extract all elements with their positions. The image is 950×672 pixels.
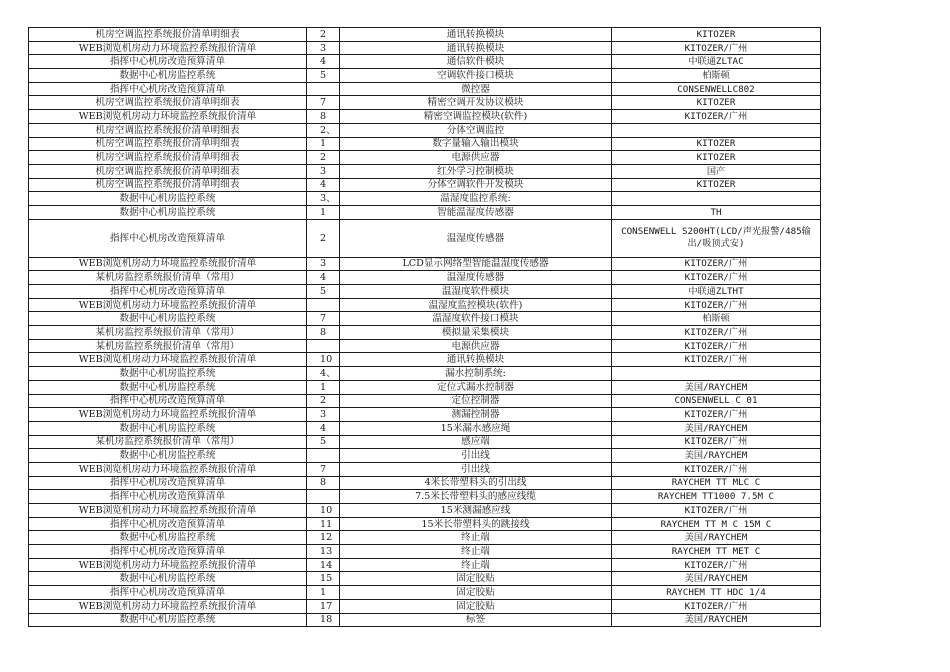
- table-row: [29, 613, 821, 627]
- brand-model-cell[interactable]: KITOZER/广州: [612, 599, 821, 613]
- table-row: [29, 271, 821, 285]
- item-name-cell[interactable]: 通讯转换模块: [340, 353, 612, 367]
- item-name-cell[interactable]: 精密空调监控模块(软件): [340, 110, 612, 124]
- brand-model-cell[interactable]: KITOZER/广州: [612, 326, 821, 340]
- item-number-cell[interactable]: 1: [307, 380, 340, 394]
- brand-model-cell[interactable]: 国产: [612, 164, 821, 178]
- table-row: [29, 476, 821, 490]
- table-row: [29, 151, 821, 165]
- brand-model-cell[interactable]: KITOZER/广州: [612, 41, 821, 55]
- item-number-cell[interactable]: [307, 490, 340, 504]
- table-row: [29, 298, 821, 312]
- table-row: [29, 178, 821, 192]
- brand-model-cell[interactable]: 柏斯顿: [612, 312, 821, 326]
- item-number-cell[interactable]: 5: [307, 285, 340, 299]
- source-list-cell[interactable]: 数据中心机房监控系统: [29, 192, 307, 206]
- item-number-cell[interactable]: [307, 82, 340, 96]
- item-number-cell[interactable]: [307, 449, 340, 463]
- brand-model-cell[interactable]: CONSENWELL S200HT(LCD/声光报警/485输出/吸顶式安): [612, 219, 821, 257]
- item-name-cell[interactable]: 终止端: [340, 531, 612, 545]
- source-list-cell[interactable]: 数据中心机房监控系统: [29, 312, 307, 326]
- source-list-cell[interactable]: WEB浏览机房动力环境监控系统报价清单: [29, 408, 307, 422]
- brand-model-cell[interactable]: KITOZER/广州: [612, 408, 821, 422]
- item-number-cell[interactable]: [307, 298, 340, 312]
- item-name-cell[interactable]: 感应端: [340, 435, 612, 449]
- item-number-cell[interactable]: 8: [307, 110, 340, 124]
- source-list-cell[interactable]: 数据中心机房监控系统: [29, 421, 307, 435]
- table-row: [29, 558, 821, 572]
- source-list-cell[interactable]: 机房空调监控系统报价清单明细表: [29, 123, 307, 137]
- item-number-cell[interactable]: 5: [307, 435, 340, 449]
- brand-model-cell[interactable]: RAYCHEM TT1000 7.5M C: [612, 490, 821, 504]
- table-row: [29, 545, 821, 559]
- item-number-cell[interactable]: [307, 339, 340, 353]
- item-name-cell[interactable]: 15米长带塑料头的跳接线: [340, 517, 612, 531]
- source-list-cell[interactable]: 指挥中心机房改造预算清单: [29, 82, 307, 96]
- item-name-cell[interactable]: LCD显示网络型智能温湿度传感器: [340, 257, 612, 271]
- item-name-cell[interactable]: 固定胶贴: [340, 572, 612, 586]
- brand-model-cell[interactable]: 柏斯顿: [612, 69, 821, 83]
- item-name-cell[interactable]: 7.5米长带塑料头的感应线缆: [340, 490, 612, 504]
- item-number-cell[interactable]: 8: [307, 476, 340, 490]
- table-row: [29, 82, 821, 96]
- item-number-cell[interactable]: 2: [307, 394, 340, 408]
- table-row: [29, 164, 821, 178]
- source-list-cell[interactable]: WEB浏览机房动力环境监控系统报价清单: [29, 599, 307, 613]
- item-name-cell[interactable]: 终止端: [340, 558, 612, 572]
- item-name-cell[interactable]: 温湿度软件接口模块: [340, 312, 612, 326]
- item-number-cell[interactable]: 7: [307, 96, 340, 110]
- item-name-cell[interactable]: 定位控制器: [340, 394, 612, 408]
- brand-model-cell[interactable]: CONSENWELL C 01: [612, 394, 821, 408]
- brand-model-cell[interactable]: [612, 192, 821, 206]
- source-list-cell[interactable]: 机房空调监控系统报价清单明细表: [29, 96, 307, 110]
- table-row: [29, 394, 821, 408]
- item-name-cell[interactable]: 固定胶贴: [340, 586, 612, 600]
- item-number-cell[interactable]: 15: [307, 572, 340, 586]
- brand-model-cell[interactable]: RAYCHEM TT M C 15M C: [612, 517, 821, 531]
- item-name-cell[interactable]: 温湿度传感器: [340, 219, 612, 257]
- item-name-cell[interactable]: 模拟量采集模块: [340, 326, 612, 340]
- item-name-cell[interactable]: 测漏控制器: [340, 408, 612, 422]
- item-name-cell[interactable]: 15米测漏感应线: [340, 504, 612, 518]
- item-number-cell[interactable]: 3: [307, 408, 340, 422]
- brand-model-cell[interactable]: 中联通ZLTHT: [612, 285, 821, 299]
- brand-model-cell[interactable]: KITOZER/广州: [612, 353, 821, 367]
- source-list-cell[interactable]: 某机房监控系统报价清单（常用）: [29, 326, 307, 340]
- source-list-cell[interactable]: 指挥中心机房改造预算清单: [29, 545, 307, 559]
- brand-model-cell[interactable]: 美国/RAYCHEM: [612, 380, 821, 394]
- brand-model-cell[interactable]: KITOZER/广州: [612, 110, 821, 124]
- item-number-cell[interactable]: 7: [307, 312, 340, 326]
- source-list-cell[interactable]: 数据中心机房监控系统: [29, 613, 307, 627]
- item-number-cell[interactable]: 7: [307, 462, 340, 476]
- brand-model-cell[interactable]: [612, 367, 821, 381]
- item-number-cell[interactable]: 2: [307, 151, 340, 165]
- brand-model-cell[interactable]: KITOZER/广州: [612, 462, 821, 476]
- source-list-cell[interactable]: 数据中心机房监控系统: [29, 572, 307, 586]
- source-list-cell[interactable]: 指挥中心机房改造预算清单: [29, 285, 307, 299]
- source-list-cell[interactable]: WEB浏览机房动力环境监控系统报价清单: [29, 462, 307, 476]
- source-list-cell[interactable]: 机房空调监控系统报价清单明细表: [29, 164, 307, 178]
- item-number-cell[interactable]: 4: [307, 55, 340, 69]
- source-list-cell[interactable]: 数据中心机房监控系统: [29, 367, 307, 381]
- item-number-cell[interactable]: 3、: [307, 192, 340, 206]
- item-number-cell[interactable]: 1: [307, 205, 340, 219]
- item-name-cell[interactable]: 分体空调监控: [340, 123, 612, 137]
- source-list-cell[interactable]: WEB浏览机房动力环境监控系统报价清单: [29, 353, 307, 367]
- item-name-cell[interactable]: 温湿度传感器: [340, 271, 612, 285]
- table-row: [29, 572, 821, 586]
- brand-model-cell[interactable]: RAYCHEM TT MLC C: [612, 476, 821, 490]
- item-name-cell[interactable]: 智能温湿度传感器: [340, 205, 612, 219]
- source-list-cell[interactable]: 数据中心机房监控系统: [29, 449, 307, 463]
- source-list-cell[interactable]: 数据中心机房监控系统: [29, 380, 307, 394]
- source-list-cell[interactable]: 指挥中心机房改造预算清单: [29, 476, 307, 490]
- table-row: [29, 257, 821, 271]
- item-number-cell[interactable]: 4: [307, 178, 340, 192]
- brand-model-cell[interactable]: KITOZER/广州: [612, 271, 821, 285]
- table-row: [29, 285, 821, 299]
- item-name-cell[interactable]: 通讯转换模块: [340, 28, 612, 42]
- table-row: [29, 531, 821, 545]
- brand-model-cell[interactable]: RAYCHEM TT HDC 1/4: [612, 586, 821, 600]
- item-number-cell[interactable]: 2: [307, 219, 340, 257]
- table-row: [29, 137, 821, 151]
- item-name-cell[interactable]: 标签: [340, 613, 612, 627]
- item-name-cell[interactable]: 定位式漏水控制器: [340, 380, 612, 394]
- item-name-cell[interactable]: 引出线: [340, 462, 612, 476]
- brand-model-cell[interactable]: 美国/RAYCHEM: [612, 531, 821, 545]
- brand-model-cell[interactable]: 中联通ZLTAC: [612, 55, 821, 69]
- item-number-cell[interactable]: 1: [307, 137, 340, 151]
- table-row: [29, 28, 821, 42]
- item-name-cell[interactable]: 固定胶贴: [340, 599, 612, 613]
- source-list-cell[interactable]: 某机房监控系统报价清单（常用）: [29, 271, 307, 285]
- brand-model-cell[interactable]: KITOZER: [612, 96, 821, 110]
- source-list-cell[interactable]: 指挥中心机房改造预算清单: [29, 55, 307, 69]
- table-row: [29, 504, 821, 518]
- item-number-cell[interactable]: 3: [307, 257, 340, 271]
- item-number-cell[interactable]: 4: [307, 421, 340, 435]
- item-number-cell[interactable]: 3: [307, 41, 340, 55]
- source-list-cell[interactable]: 机房空调监控系统报价清单明细表: [29, 28, 307, 42]
- source-list-cell[interactable]: 机房空调监控系统报价清单明细表: [29, 178, 307, 192]
- item-name-cell[interactable]: 4米长带塑料头的引出线: [340, 476, 612, 490]
- quote-sheet-table: [28, 27, 821, 627]
- item-name-cell[interactable]: 15米漏水感应绳: [340, 421, 612, 435]
- source-list-cell[interactable]: 机房空调监控系统报价清单明细表: [29, 137, 307, 151]
- item-name-cell[interactable]: 电源供应器: [340, 339, 612, 353]
- table-row: [29, 326, 821, 340]
- table-row: [29, 339, 821, 353]
- table-row: [29, 353, 821, 367]
- brand-model-cell[interactable]: 美国/RAYCHEM: [612, 613, 821, 627]
- brand-model-cell[interactable]: KITOZER/广州: [612, 504, 821, 518]
- table-row: [29, 517, 821, 531]
- source-list-cell[interactable]: 机房空调监控系统报价清单明细表: [29, 151, 307, 165]
- table-row: [29, 380, 821, 394]
- brand-model-cell[interactable]: 美国/RAYCHEM: [612, 421, 821, 435]
- item-number-cell[interactable]: 12: [307, 531, 340, 545]
- table-row: [29, 367, 821, 381]
- source-list-cell[interactable]: 指挥中心机房改造预算清单: [29, 490, 307, 504]
- table-row: [29, 219, 821, 257]
- item-name-cell[interactable]: 漏水控制系统:: [340, 367, 612, 381]
- brand-model-cell[interactable]: KITOZER: [612, 28, 821, 42]
- brand-model-cell[interactable]: KITOZER: [612, 151, 821, 165]
- table-row: [29, 599, 821, 613]
- item-number-cell[interactable]: 2、: [307, 123, 340, 137]
- table-row: [29, 69, 821, 83]
- quote-sheet-body: [29, 28, 821, 627]
- source-list-cell[interactable]: 某机房监控系统报价清单（常用）: [29, 435, 307, 449]
- item-name-cell[interactable]: 空调软件接口模块: [340, 69, 612, 83]
- item-number-cell[interactable]: 8: [307, 326, 340, 340]
- brand-model-cell[interactable]: RAYCHEM TT MET C: [612, 545, 821, 559]
- item-name-cell[interactable]: 终止端: [340, 545, 612, 559]
- item-name-cell[interactable]: 红外学习控制模块: [340, 164, 612, 178]
- item-number-cell[interactable]: 18: [307, 613, 340, 627]
- item-number-cell[interactable]: 10: [307, 504, 340, 518]
- source-list-cell[interactable]: WEB浏览机房动力环境监控系统报价清单: [29, 558, 307, 572]
- brand-model-cell[interactable]: KITOZER/广州: [612, 339, 821, 353]
- brand-model-cell[interactable]: CONSENWELLC802: [612, 82, 821, 96]
- item-number-cell[interactable]: 10: [307, 353, 340, 367]
- table-row: [29, 205, 821, 219]
- table-row: [29, 55, 821, 69]
- item-number-cell[interactable]: 14: [307, 558, 340, 572]
- source-list-cell[interactable]: WEB浏览机房动力环境监控系统报价清单: [29, 257, 307, 271]
- item-name-cell[interactable]: 数字量输入输出模块: [340, 137, 612, 151]
- table-row: [29, 490, 821, 504]
- table-row: [29, 435, 821, 449]
- item-number-cell[interactable]: 4、: [307, 367, 340, 381]
- source-list-cell[interactable]: WEB浏览机房动力环境监控系统报价清单: [29, 504, 307, 518]
- brand-model-cell[interactable]: KITOZER: [612, 178, 821, 192]
- table-row: [29, 96, 821, 110]
- source-list-cell[interactable]: 数据中心机房监控系统: [29, 531, 307, 545]
- source-list-cell[interactable]: WEB浏览机房动力环境监控系统报价清单: [29, 110, 307, 124]
- item-number-cell[interactable]: 1: [307, 586, 340, 600]
- brand-model-cell[interactable]: KITOZER: [612, 137, 821, 151]
- item-name-cell[interactable]: 温湿度监控模块(软件): [340, 298, 612, 312]
- table-row: [29, 421, 821, 435]
- table-row: [29, 462, 821, 476]
- table-row: [29, 312, 821, 326]
- table-row: [29, 408, 821, 422]
- source-list-cell[interactable]: 数据中心机房监控系统: [29, 205, 307, 219]
- brand-model-cell[interactable]: 美国/RAYCHEM: [612, 449, 821, 463]
- source-list-cell[interactable]: WEB浏览机房动力环境监控系统报价清单: [29, 298, 307, 312]
- source-list-cell[interactable]: 指挥中心机房改造预算清单: [29, 219, 307, 257]
- item-number-cell[interactable]: 17: [307, 599, 340, 613]
- item-number-cell[interactable]: 13: [307, 545, 340, 559]
- source-list-cell[interactable]: 某机房监控系统报价清单（常用）: [29, 339, 307, 353]
- table-row: [29, 123, 821, 137]
- source-list-cell[interactable]: 数据中心机房监控系统: [29, 69, 307, 83]
- table-row: [29, 586, 821, 600]
- table-row: [29, 41, 821, 55]
- table-row: [29, 449, 821, 463]
- item-name-cell[interactable]: 通信软件模块: [340, 55, 612, 69]
- source-list-cell[interactable]: 指挥中心机房改造预算清单: [29, 394, 307, 408]
- item-name-cell[interactable]: 引出线: [340, 449, 612, 463]
- source-list-cell[interactable]: WEB浏览机房动力环境监控系统报价清单: [29, 41, 307, 55]
- item-name-cell[interactable]: 分体空调软件开发模块: [340, 178, 612, 192]
- item-number-cell[interactable]: 5: [307, 69, 340, 83]
- item-number-cell[interactable]: 2: [307, 28, 340, 42]
- brand-model-cell[interactable]: KITOZER/广州: [612, 558, 821, 572]
- item-name-cell[interactable]: 精密空调开发协议模块: [340, 96, 612, 110]
- item-number-cell[interactable]: 3: [307, 164, 340, 178]
- item-name-cell[interactable]: 微控器: [340, 82, 612, 96]
- item-number-cell[interactable]: 11: [307, 517, 340, 531]
- brand-model-cell[interactable]: KITOZER/广州: [612, 298, 821, 312]
- item-number-cell[interactable]: 4: [307, 271, 340, 285]
- brand-model-cell[interactable]: KITOZER/广州: [612, 435, 821, 449]
- brand-model-cell[interactable]: 美国/RAYCHEM: [612, 572, 821, 586]
- source-list-cell[interactable]: 指挥中心机房改造预算清单: [29, 586, 307, 600]
- brand-model-cell[interactable]: KITOZER/广州: [612, 257, 821, 271]
- brand-model-cell[interactable]: TH: [612, 205, 821, 219]
- table-row: [29, 110, 821, 124]
- item-name-cell[interactable]: 温湿度监控系统:: [340, 192, 612, 206]
- brand-model-cell[interactable]: [612, 123, 821, 137]
- item-name-cell[interactable]: 通讯转换模块: [340, 41, 612, 55]
- table-row: [29, 192, 821, 206]
- source-list-cell[interactable]: 指挥中心机房改造预算清单: [29, 517, 307, 531]
- item-name-cell[interactable]: 电源供应器: [340, 151, 612, 165]
- item-name-cell[interactable]: 温湿度软件模块: [340, 285, 612, 299]
